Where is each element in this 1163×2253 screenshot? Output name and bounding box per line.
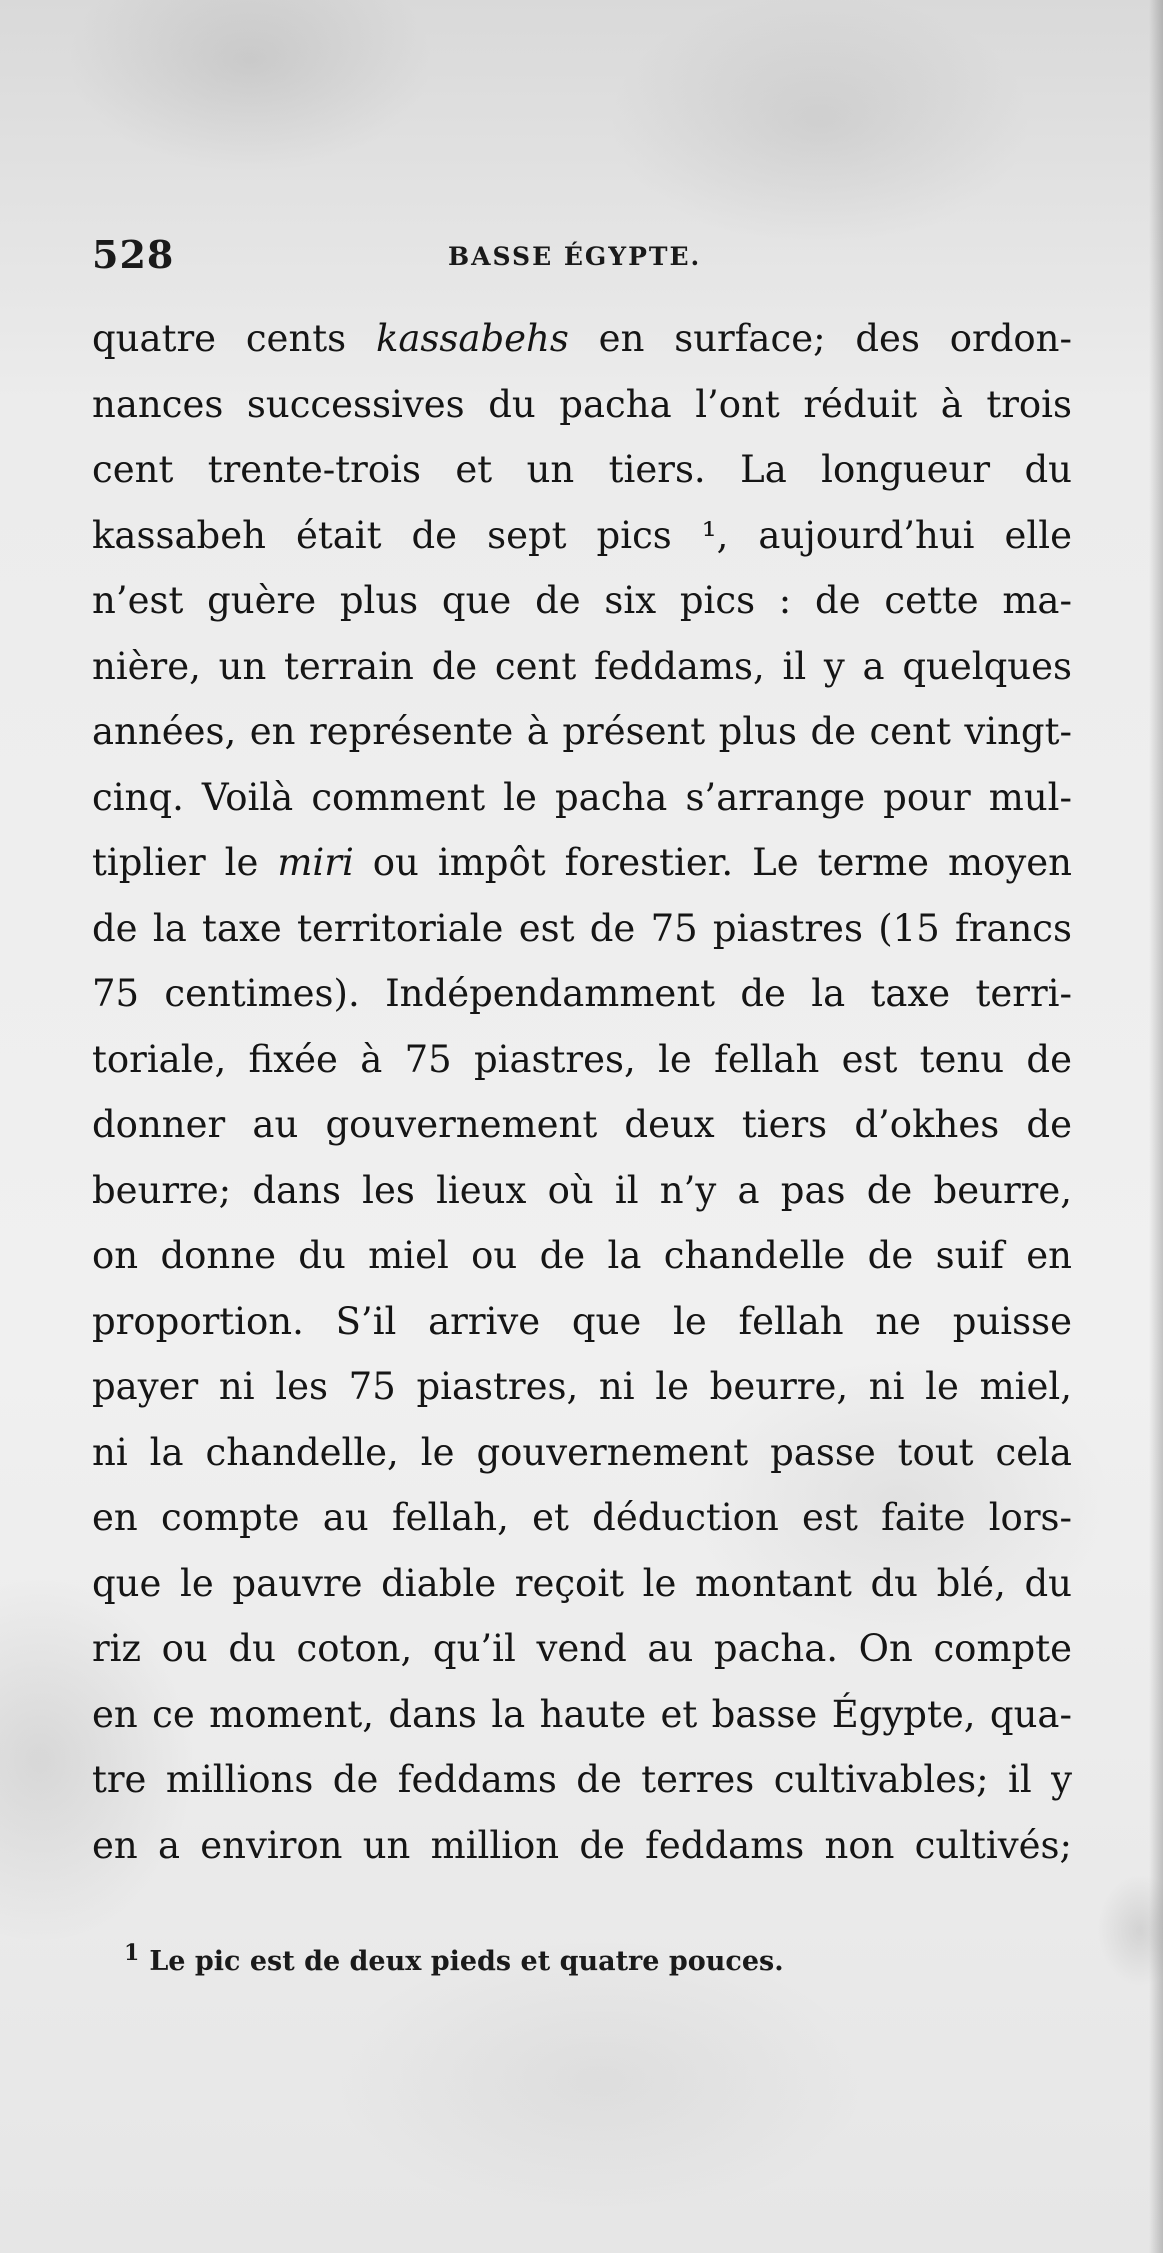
text-line: nière, un terrain de cent feddams, il y a quelques [92, 644, 1072, 688]
text-line: proportion. S’il arrive que le fellah ne puisse [92, 1299, 1072, 1343]
text-line: tre millions de feddams de terres cultivables; il y [92, 1758, 1072, 1801]
page-header [92, 232, 1072, 282]
text-line: quatre cents kassabehs en surface; des ordon- [92, 317, 1072, 360]
text-line: toriale, fixée à 75 piastres, le fellah est tenu de [92, 1037, 1072, 1081]
text-line: 75 centimes). Indépendamment de la taxe terri- [92, 972, 1072, 1015]
text-line: riz ou du coton, qu’il vend au pacha. On compte [92, 1627, 1072, 1670]
text-line: cinq. Voilà comment le pacha s’arrange pour mul- [92, 775, 1072, 819]
page-number: 528 [92, 232, 175, 277]
text-line: beurre; dans les lieux où il n’y a pas de beurre, [92, 1168, 1072, 1212]
text-line: kassabeh était de sept pics ¹, aujourd’hui elle [92, 513, 1072, 557]
ink-stain [1080, 1870, 1163, 1990]
text-line: en ce moment, dans la haute et basse Égypte, qua- [92, 1692, 1072, 1736]
text-line: en compte au fellah, et déduction est faite lors- [92, 1496, 1072, 1539]
running-title: BASSE ÉGYPTE. [448, 242, 702, 271]
text-line: n’est guère plus que de six pics : de cette ma- [92, 579, 1072, 622]
text-line: cent trente-trois et un tiers. La longueur du [92, 448, 1072, 491]
footnote-marker: 1 [124, 1940, 140, 1966]
text-line: en a environ un million de feddams non cultivés; [92, 1823, 1072, 1867]
text-line: de la taxe territoriale est de 75 piastres (15 francs [92, 906, 1072, 950]
text-line: nances successives du pacha l’ont réduit à trois [92, 382, 1072, 426]
footnote [124, 1940, 1024, 1977]
text-line: donner au gouvernement deux tiers d’okhes de [92, 1103, 1072, 1146]
text-line: années, en représente à présent plus de cent vingt- [92, 710, 1072, 753]
footnote-text: Le pic est de deux pieds et quatre pouces. [149, 1946, 784, 1977]
text-line: payer ni les 75 piastres, ni le beurre, ni le miel, [92, 1365, 1072, 1408]
text-line: que le pauvre diable reçoit le montant du blé, du [92, 1561, 1072, 1605]
text-line: on donne du miel ou de la chandelle de suif en [92, 1234, 1072, 1277]
text-line: tiplier le miri ou impôt forestier. Le terme moyen [92, 841, 1072, 884]
body-text [92, 308, 1072, 1880]
text-line: ni la chandelle, le gouvernement passe tout cela [92, 1430, 1072, 1474]
